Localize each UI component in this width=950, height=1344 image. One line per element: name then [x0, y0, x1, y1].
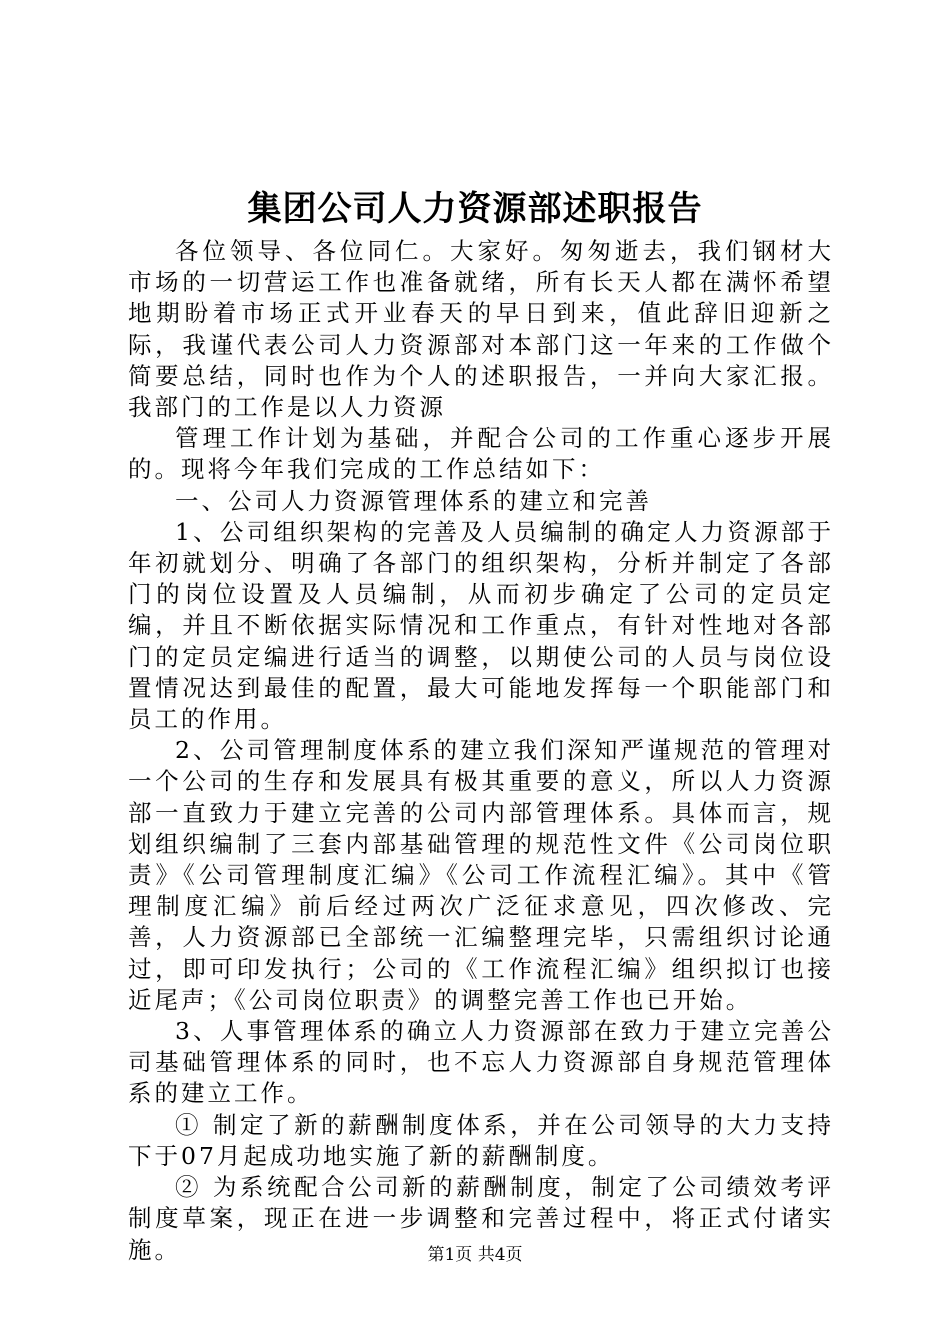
paragraph-item-3: 3、人事管理体系的确立人力资源部在致力于建立完善公司基础管理体系的同时，也不忘人力资源部自身规范管理体系的建立工作。 — [128, 1017, 834, 1108]
document-title: 集团公司人力资源部述职报告 — [247, 189, 703, 229]
section-heading-1: 一、公司人力资源管理体系的建立和完善 — [175, 486, 652, 515]
paragraph-intro-continued: 管理工作计划为基础，并配合公司的工作重心逐步开展的。现将今年我们完成的工作总结如下： — [128, 424, 834, 484]
paragraph-item-2: 2、公司管理制度体系的建立我们深知严谨规范的管理对一个公司的生存和发展具有极其重要的意义，所以人力资源部一直致力于建立完善的公司内部管理体系。具体而言，规划组织编制了三套内部基础管理的规范性文件《公司岗位职责》《公司管理制度汇编》《公司工作流程汇编》。其中《管理制度汇编》前后经过两次广泛征求意见，四次修改、完善，人力资源部已全部统一汇编整理完毕，只需组织讨论通过，即可印发执行；公司的《工作流程汇编》组织拟订也接近尾声；《公司岗位职责》的调整完善工作也已开始。 — [128, 736, 834, 1014]
paragraph-subitem-2: ② 为系统配合公司新的薪酬制度，制定了公司绩效考评制度草案，现正在进一步调整和完善过程中，将正式付诸实施。 — [128, 1173, 834, 1264]
page-number-footer: 第1页 共4页 — [427, 1245, 523, 1265]
paragraph-item-1: 1、公司组织架构的完善及人员编制的确定人力资源部于年初就划分、明确了各部门的组织架构，分析并制定了各部门的岗位设置及人员编制，从而初步确定了公司的定员定编，并且不断依据实际情况和工作重点，有针对性地对各部门的定员定编进行适当的调整，以期使公司的人员与岗位设置情况达到最佳的配置，最大可能地发挥每一个职能部门和员工的作用。 — [128, 517, 834, 734]
paragraph-subitem-1: ① 制定了新的薪酬制度体系，并在公司领导的大力支持下于07月起成功地实施了新的薪酬制度。 — [128, 1110, 834, 1170]
paragraph-greeting: 各位领导、各位同仁。大家好。匆匆逝去，我们钢材大市场的一切营运工作也准备就绪，所有长天人都在满怀希望地期盼着市场正式开业春天的早日到来，值此辞旧迎新之际，我谨代表公司人力资源部对本部门这一年来的工作做个简要总结，同时也作为个人的述职报告，一并向大家汇报。我部门的工作是以人力资源 — [128, 237, 834, 422]
document-body — [128, 236, 834, 1266]
